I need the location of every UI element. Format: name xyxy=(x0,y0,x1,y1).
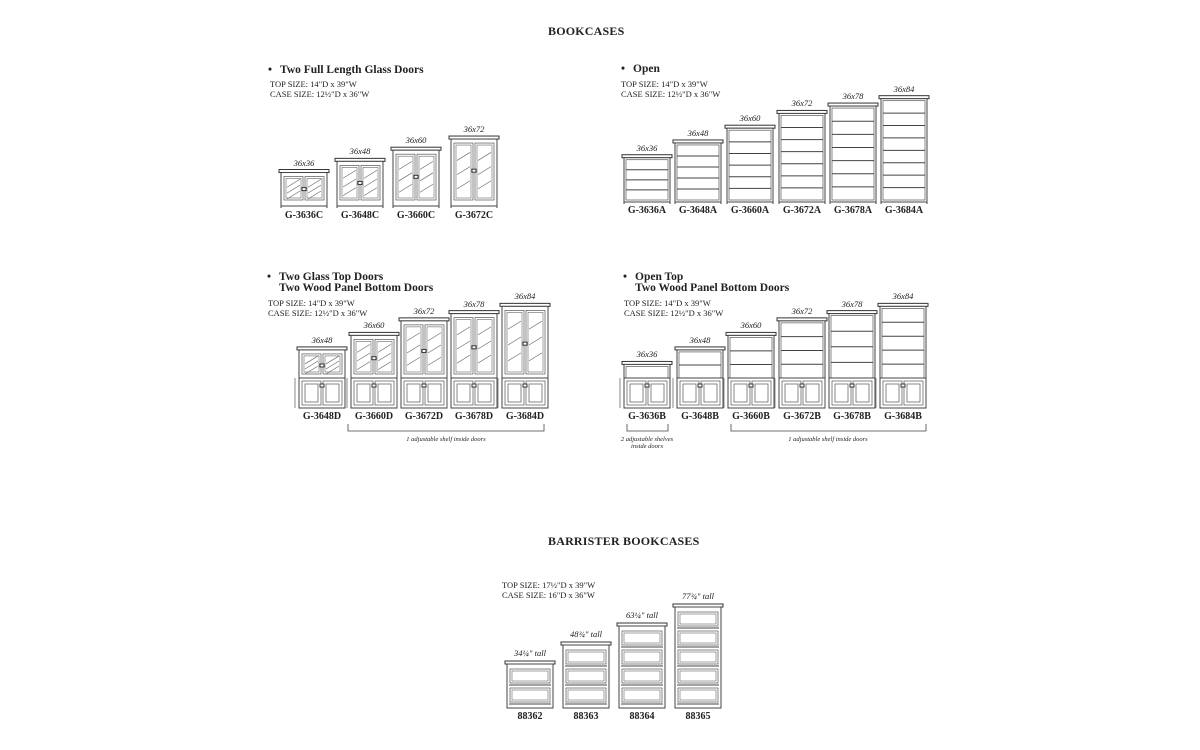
dimension-label: 36x72 xyxy=(413,305,435,316)
section-title-text: Open xyxy=(633,63,660,75)
model-label: G-3684B xyxy=(884,411,922,422)
top-size: TOP SIZE: 14"D x 39"W xyxy=(268,298,355,308)
dimension-label: 36x48 xyxy=(311,334,333,345)
model-label: 88362 xyxy=(517,711,543,722)
model-label: G-3636C xyxy=(284,210,324,221)
bookcase-G-3672A xyxy=(777,110,827,204)
dimension-label: 36x36 xyxy=(293,157,315,168)
bookcase-G-3648B xyxy=(673,347,725,408)
dimension-label: 36x84 xyxy=(892,291,914,302)
dimension-label: 36x72 xyxy=(463,124,485,135)
model-label: G-3672C xyxy=(454,210,494,221)
dimension-label: 36x72 xyxy=(791,98,813,109)
dimension-label: 36x48 xyxy=(349,146,371,157)
dimension-label: 36x36 xyxy=(636,142,658,153)
dimension-label: 36x60 xyxy=(405,135,427,146)
dimension-label: 36x48 xyxy=(687,127,709,138)
bookcase-G-3636C xyxy=(279,170,329,208)
bookcase-G-3636A xyxy=(622,155,672,204)
model-label: G-3660C xyxy=(396,210,436,221)
bookcase-G-3648D xyxy=(295,347,347,408)
model-label: G-3684A xyxy=(884,205,924,216)
dimension-label: 36x60 xyxy=(740,320,762,331)
model-label: G-3672A xyxy=(782,205,822,216)
model-label: 88363 xyxy=(573,711,599,722)
model-label: G-3660A xyxy=(730,205,770,216)
dimension-label: 36x48 xyxy=(689,334,711,345)
dimension-label: 36x78 xyxy=(463,298,485,309)
model-label: G-3678D xyxy=(454,411,494,422)
dimension-label: 77¾" tall xyxy=(682,591,714,601)
case-size: CASE SIZE: 12½"D x 36"W xyxy=(621,89,721,99)
model-label: G-3684D xyxy=(505,411,545,422)
bookcase-G-3678B xyxy=(825,311,877,408)
model-label: G-3678B xyxy=(833,411,871,422)
dimension-label: 36x36 xyxy=(636,349,658,360)
bookcase-G-3648A xyxy=(673,140,723,204)
bullet-icon: • xyxy=(267,271,272,283)
model-label: G-3672D xyxy=(404,411,444,422)
note-open-top-right: 1 adjustable shelf inside doors xyxy=(788,436,868,443)
bookcase-G-3684D xyxy=(498,303,550,408)
dimension-label: 63¼" tall xyxy=(626,610,658,620)
bookcase-G-3660B xyxy=(724,332,776,408)
case-size: CASE SIZE: 12½"D x 36"W xyxy=(268,308,368,318)
model-label: G-3636A xyxy=(627,205,667,216)
dimension-label: 48¾" tall xyxy=(570,629,602,639)
bullet-icon: • xyxy=(621,63,626,75)
bullet-icon: • xyxy=(268,64,273,76)
top-size: TOP SIZE: 14"D x 39"W xyxy=(621,79,708,89)
model-label: G-3636B xyxy=(628,411,666,422)
bookcase-G-3660A xyxy=(725,125,775,204)
barrister-88365 xyxy=(673,604,723,708)
bookcase-G-3678A xyxy=(828,103,878,204)
note-line2: inside doors xyxy=(631,443,663,450)
bullet-icon: • xyxy=(623,271,628,283)
note-line1: 2 adjustable shelves xyxy=(620,436,674,443)
barrister-88363 xyxy=(561,642,611,708)
dimension-label: 36x78 xyxy=(841,298,863,309)
dimension-label: 36x84 xyxy=(514,291,536,302)
bookcase-G-3672C xyxy=(449,136,499,208)
model-label: G-3648A xyxy=(678,205,718,216)
dimension-label: 34¼" tall xyxy=(514,648,546,658)
barrister-88362 xyxy=(505,661,555,708)
top-size: TOP SIZE: 17½"D x 39"W xyxy=(502,580,596,590)
model-label: G-3660D xyxy=(354,411,394,422)
section-title-text: Two Full Length Glass Doors xyxy=(280,64,424,76)
model-label: G-3660B xyxy=(732,411,770,422)
barrister-title: BARRISTER BOOKCASES xyxy=(548,534,700,548)
bookcase-G-3660D xyxy=(347,332,399,408)
barrister-88364 xyxy=(617,623,667,708)
dimension-label: 36x78 xyxy=(842,91,864,102)
bookcase-G-3684B xyxy=(876,303,928,408)
page-title: BOOKCASES xyxy=(548,24,625,38)
dimension-label: 36x60 xyxy=(363,320,385,331)
section-title-line1: Open Top xyxy=(635,271,684,283)
bookcase-G-3636B xyxy=(620,361,672,408)
bookcase-G-3648C xyxy=(335,158,385,208)
case-size: CASE SIZE: 16"D x 36"W xyxy=(502,590,595,600)
dimension-label: 36x60 xyxy=(739,113,761,124)
model-label: G-3648D xyxy=(302,411,342,422)
model-label: G-3648B xyxy=(681,411,719,422)
model-label: G-3678A xyxy=(833,205,873,216)
bookcase-G-3660C xyxy=(391,147,441,208)
bookcase-G-3672B xyxy=(775,318,827,408)
bookcase-G-3684A xyxy=(879,96,929,204)
case-size: CASE SIZE: 12½"D x 36"W xyxy=(624,308,724,318)
model-label: G-3672B xyxy=(783,411,821,422)
case-size: CASE SIZE: 12½"D x 36"W xyxy=(270,89,370,99)
dimension-label: 36x72 xyxy=(791,305,813,316)
top-size: TOP SIZE: 14"D x 39"W xyxy=(624,298,711,308)
note-glass-top: 1 adjustable shelf inside doors xyxy=(406,436,486,443)
bookcase-G-3672D xyxy=(397,318,449,408)
section-title-line2: Two Wood Panel Bottom Doors xyxy=(635,282,790,294)
top-size: TOP SIZE: 14"D x 39"W xyxy=(270,79,357,89)
model-label: 88365 xyxy=(685,711,711,722)
section-title-line1: Two Glass Top Doors xyxy=(279,271,384,283)
dimension-label: 36x84 xyxy=(893,83,915,94)
model-label: G-3648C xyxy=(340,210,380,221)
section-title-line2: Two Wood Panel Bottom Doors xyxy=(279,282,434,294)
bookcase-G-3678D xyxy=(447,311,499,408)
model-label: 88364 xyxy=(629,711,655,722)
